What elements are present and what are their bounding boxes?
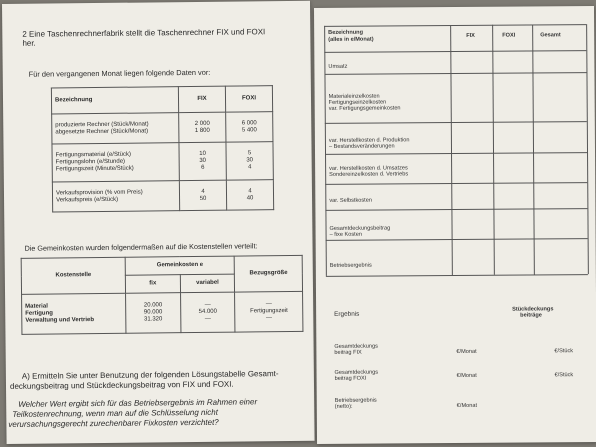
solution-header-fix: FIX xyxy=(466,32,475,39)
cost-header-variabel: variabel xyxy=(180,274,235,293)
solution-header-gesamt: Gesamt xyxy=(540,32,561,39)
solution-row-label: var. Fertigungsgemeinkosten xyxy=(328,105,401,112)
cost-rows xyxy=(22,291,303,334)
solution-row-label: var. Herstellkosten d. Produktion xyxy=(328,137,410,144)
data-row xyxy=(52,180,273,212)
results-title: Ergebnis xyxy=(334,310,360,318)
data-row xyxy=(52,112,273,144)
task-line-2: her. xyxy=(22,38,36,48)
task-intro: Für den vergangenen Monat liegen folgende Daten vor: xyxy=(28,67,211,79)
data-value: 6 xyxy=(201,164,205,171)
cost-bezug: — xyxy=(265,315,273,322)
result-gdb-foxi-label: Gesamtdeckungs xyxy=(334,369,379,376)
result-gdb-fix-label-2: beitrag FIX xyxy=(334,349,362,356)
question-b-line-2: Teilkostenrechnung, wenn man auf die Schlüsselung nicht xyxy=(12,407,218,419)
data-label: Verkaufspreis (e/Stück) xyxy=(56,196,119,203)
task-line-1: 2 Eine Taschenrechnerfabrik stellt die Taschenrechner FIX und FOXI xyxy=(22,27,266,39)
data-value: 50 xyxy=(199,195,207,202)
data-label: Verkaufsprovision (% vom Preis) xyxy=(55,189,143,196)
right-page xyxy=(314,6,596,444)
result-sdb-fix-unit: €/Stück xyxy=(554,348,574,355)
solution-row-label: Materialeinzelkosten xyxy=(328,93,380,100)
cost-intro: Die Gemeinkosten wurden folgendermaßen auf die Kostenstellen verteilt: xyxy=(24,241,258,253)
data-table xyxy=(51,85,274,212)
result-gdb-fix-unit: €/Monat xyxy=(456,348,477,356)
solution-row-label: var. Selbstkosten xyxy=(329,197,372,204)
data-label: Fertigungsmaterial (e/Stück) xyxy=(55,151,131,159)
data-value: 5 400 xyxy=(241,126,257,133)
left-page xyxy=(2,1,315,444)
solution-row-label: var. Herstellkosten d. Umsatzes xyxy=(329,165,408,172)
result-gdb-foxi-unit: €/Monat xyxy=(456,372,477,380)
result-be-unit: €/Monat xyxy=(456,402,478,410)
solution-row-label: – fixe Kosten xyxy=(329,231,362,238)
result-be-label: Betriebsergebnis xyxy=(334,397,377,404)
cost-var: — xyxy=(204,301,211,308)
solution-row-label: Betriebsergebnis xyxy=(329,262,372,269)
data-label: Fertigungslohn (e/Stunde) xyxy=(55,158,126,166)
cost-bezug: Fertigungszeit xyxy=(250,308,288,315)
data-value: 4 xyxy=(248,164,252,171)
solution-row-label: Fertigungseinzelkosten xyxy=(328,99,387,106)
cost-table xyxy=(21,255,304,335)
data-value: 6 000 xyxy=(241,119,257,126)
data-row xyxy=(52,142,273,182)
cost-fix: 20.000 xyxy=(143,302,163,309)
results-stueck-title: Stückdeckungs xyxy=(512,306,554,313)
data-header-foxi: FOXI xyxy=(225,86,272,112)
result-be-label-2: (netto): xyxy=(334,403,353,410)
data-label: produzierte Rechner (Stück/Monat) xyxy=(55,120,149,128)
data-value: 5 xyxy=(247,150,252,157)
solution-header-foxi: FOXI xyxy=(502,32,516,39)
cost-header-bezug: Bezugsgröße xyxy=(235,255,303,292)
data-header-fix: FIX xyxy=(178,86,225,112)
solution-row-label: Umsatz xyxy=(328,63,348,70)
result-sdb-foxi-unit: €/Stück xyxy=(554,372,574,379)
cost-var: — xyxy=(204,315,211,322)
cost-header-gemeinkosten: Gemeinkosten e xyxy=(125,256,235,275)
question-a-line-1: A) Ermitteln Sie unter Benutzung der folgenden Lösungstabelle Gesamt- xyxy=(21,369,279,381)
cost-name: Fertigung xyxy=(25,310,53,317)
solution-row-label: Gesamtdeckungsbeitrag xyxy=(329,225,391,232)
data-value: 30 xyxy=(246,157,254,164)
data-value: 4 xyxy=(248,187,252,194)
cost-fix: 31.320 xyxy=(143,316,163,323)
data-value: 2 000 xyxy=(194,120,210,127)
cost-header-kostenstelle: Kostenstelle xyxy=(21,257,125,294)
solution-row-label: Sondereinzelkosten d. Vertriebs xyxy=(329,171,409,178)
solution-header-sublabel: (alles in e/Monat) xyxy=(328,36,374,43)
cost-name: Material xyxy=(25,303,48,310)
data-label: Fertigungszeit (Minute/Stück) xyxy=(55,165,134,173)
cost-name: Verwaltung und Vertrieb xyxy=(25,317,95,324)
cost-header-fix: fix xyxy=(125,275,180,294)
data-value: 30 xyxy=(199,157,207,164)
results-stueck-subtitle: beiträge xyxy=(520,312,542,319)
data-label: abgesetzte Rechner (Stück/Monat) xyxy=(55,127,149,135)
cost-fix: 90.000 xyxy=(143,309,163,316)
data-header-bezeichnung: Bezeichnung xyxy=(51,87,178,114)
data-value: 40 xyxy=(246,194,254,201)
question-a-line-2: deckungsbeitrag und Stückdeckungsbeitrag von FIX und FOXI. xyxy=(9,379,234,391)
data-value: 10 xyxy=(199,150,206,157)
data-value: 1 800 xyxy=(194,127,210,134)
solution-row-label: – Bestandsveränderungen xyxy=(328,143,395,150)
question-b-line-1: Welcher Wert ergibt sich für das Betriebsergebnis im Rahmen einer xyxy=(18,397,258,409)
result-gdb-foxi-label-2: beitrag FOXI xyxy=(334,375,367,382)
solution-header-label: Bezeichnung xyxy=(328,29,364,36)
cost-var: 54.000 xyxy=(198,308,218,315)
question-b-line-3: verursachungsgerecht zurechenbarer Fixkosten verzichtet? xyxy=(8,417,219,429)
result-gdb-fix-label: Gesamtdeckungs xyxy=(334,343,378,350)
cost-bezug: — xyxy=(265,301,272,308)
data-value: 4 xyxy=(201,188,205,195)
